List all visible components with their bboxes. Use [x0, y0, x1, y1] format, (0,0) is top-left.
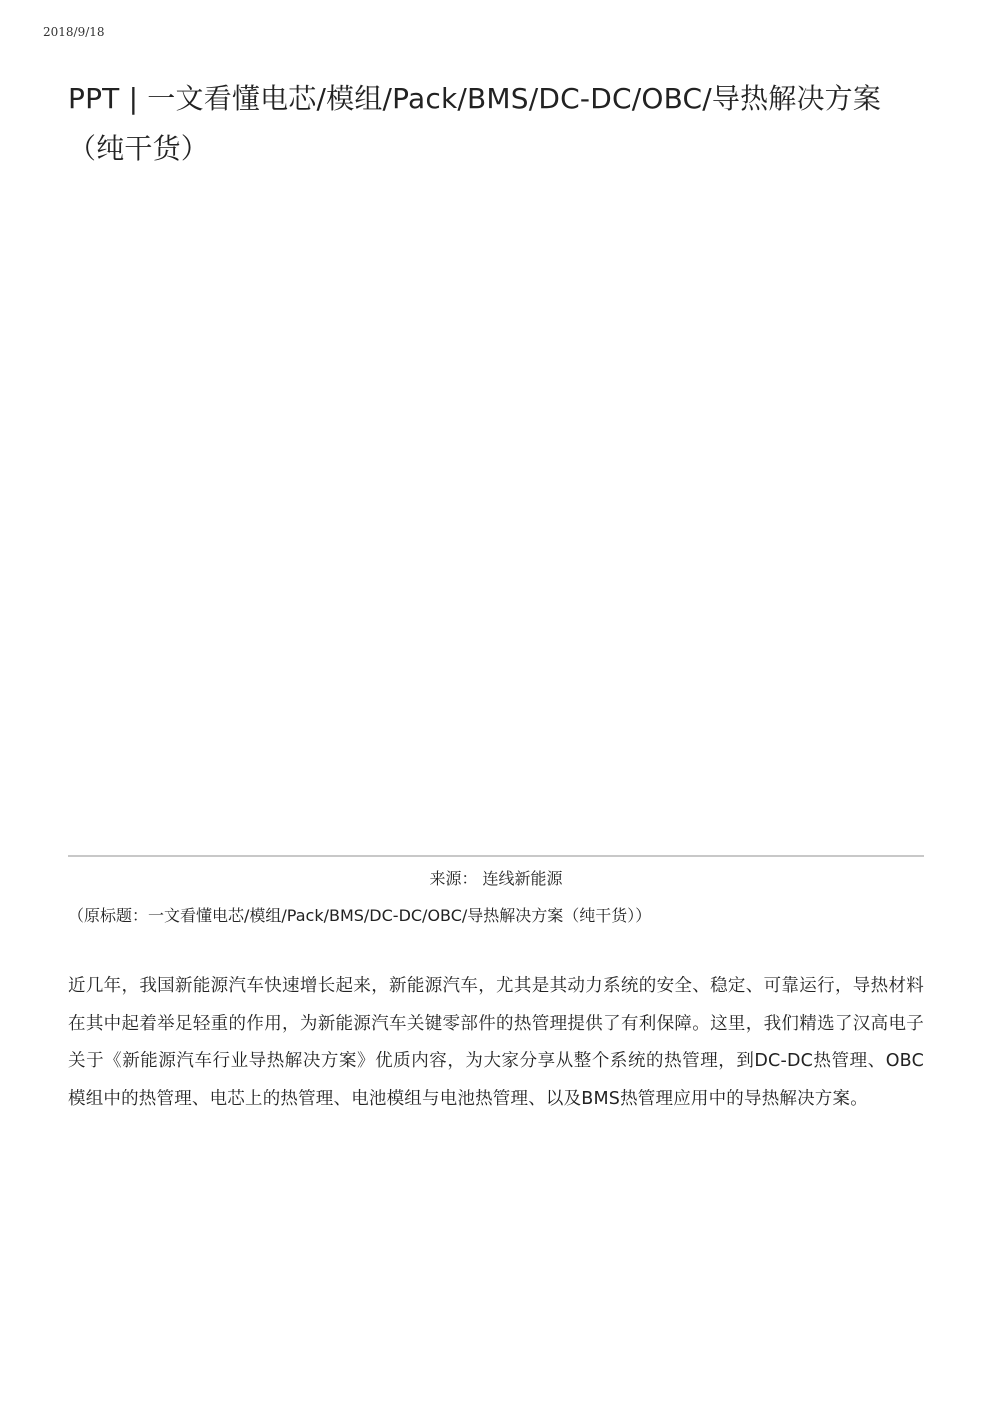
- original-title-note: （原标题：一文看懂电芯/模组/Pack/BMS/DC-DC/OBC/导热解决方案（纯干货））: [68, 906, 652, 925]
- body-paragraph: 近几年，我国新能源汽车快速增长起来，新能源汽车，尤其是其动力系统的安全、稳定、可靠运行，导热材料在其中起着举足轻重的作用，为新能源汽车关键零部件的热管理提供了有利保障。这里，我们精选了汉高电子关于《新能源汽车行业导热解决方案》优质内容，为大家分享从整个系统的热管理，到DC-DC热管理、OBC模组中的热管理、电芯上的热管理、电池模组与电池热管理、以及BMS热管理应用中的导热解决方案。: [68, 976, 924, 1109]
- article-title: PPT | 一文看懂电芯/模组/Pack/BMS/DC-DC/OBC/导热解决方案（纯干货）: [68, 82, 882, 165]
- print-date: 2018/9/18: [43, 25, 105, 39]
- divider: [68, 855, 924, 857]
- source-line: 来源： 连线新能源: [429, 869, 563, 888]
